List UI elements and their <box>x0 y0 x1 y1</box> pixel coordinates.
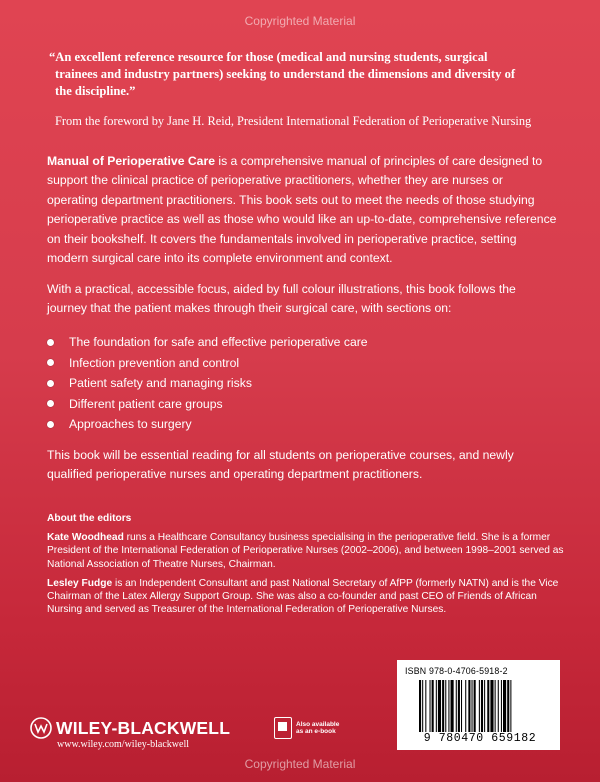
list-item: Infection prevention and control <box>47 353 567 374</box>
book-title: Manual of Perioperative Care <box>47 154 215 168</box>
list-item: The foundation for safe and effective perioperative care <box>47 332 567 353</box>
review-quote <box>49 49 559 100</box>
bullet-icon <box>47 339 54 346</box>
watermark-bottom: Copyrighted Material <box>244 757 356 771</box>
foreword-attribution: From the foreword by Jane H. Reid, President International Federation of Perioperative Nursing <box>55 114 532 128</box>
isbn-label: ISBN 978-0-4706-5918-2 <box>405 666 508 676</box>
audience-paragraph: This book will be essential reading for all students on perioperative courses, and newly qualified perioperative nurses and operating department practitioners. <box>47 448 514 482</box>
quote-line-3: the discipline.” <box>55 84 136 98</box>
list-item: Different patient care groups <box>47 394 567 415</box>
ebook-line-2: as an e-book <box>296 728 336 735</box>
intro-text: is a comprehensive manual of principles of care designed to support the clinical practice of perioperative practitioners, whether they are nurses or operating department practitioners. This book sets out to meet the needs of those studying perioperative practice as well as those who would like an up-to-date, comprehensive reference on their bookshelf. It covers the fundamentals involved in perioperative practice, setting modern surgical care into its complete environment and context. <box>47 154 557 266</box>
approach-paragraph: With a practical, accessible focus, aided by full colour illustrations, this book follows the journey that the patient makes through their surgical care, with sections on: <box>47 282 516 316</box>
bullet-icon <box>47 380 54 387</box>
isbn-digits: 9 780470 659182 <box>423 732 537 745</box>
about-editors <box>47 512 567 622</box>
editor-bio-kate: Kate Woodhead runs a Healthcare Consultancy business specialising in the perioperative field. She is a former President of the International Federation of Perioperative Nurses (2002–2006), and between 1998–2001 served as National Association of Theatre Nurses, Chairman. <box>47 532 564 570</box>
wiley-blackwell-logo-icon <box>30 717 52 739</box>
publisher-url: www.wiley.com/wiley-blackwell <box>57 739 189 750</box>
publisher-logo <box>30 717 230 739</box>
bullet-icon <box>47 400 54 407</box>
bullet-icon <box>47 421 54 428</box>
ebook-notice <box>274 717 339 739</box>
section-list <box>47 332 567 435</box>
quote-line-2: trainees and industry partners) seeking to understand the dimensions and diversity of <box>55 67 516 81</box>
ebook-line-1: Also available <box>296 720 340 728</box>
editor-name: Kate Woodhead <box>47 532 124 544</box>
intro-paragraph <box>47 152 557 268</box>
ebook-icon <box>274 717 292 739</box>
barcode-icon <box>419 680 549 732</box>
isbn-barcode-box <box>397 660 560 750</box>
list-item: Patient safety and managing risks <box>47 373 567 394</box>
quote-line-1: “An excellent reference resource for those (medical and nursing students, surgical <box>49 50 488 64</box>
list-item: Approaches to surgery <box>47 414 567 435</box>
editor-bio-lesley: Lesley Fudge is an Independent Consultant and past National Secretary of AfPP (formerly NATN) and is the Vice Chairman of the Latex Allergy Support Group. She was also a co-founder and past CEO of Friends of African Nursing and served as Treasurer of the International Federation of Perioperative Nurses. <box>47 577 559 616</box>
editor-name: Lesley Fudge <box>47 577 113 589</box>
publisher-name: WILEY-BLACKWELL <box>56 717 231 738</box>
editors-heading: About the editors <box>47 513 132 524</box>
bullet-icon <box>47 359 54 366</box>
watermark-top: Copyrighted Material <box>244 14 356 28</box>
